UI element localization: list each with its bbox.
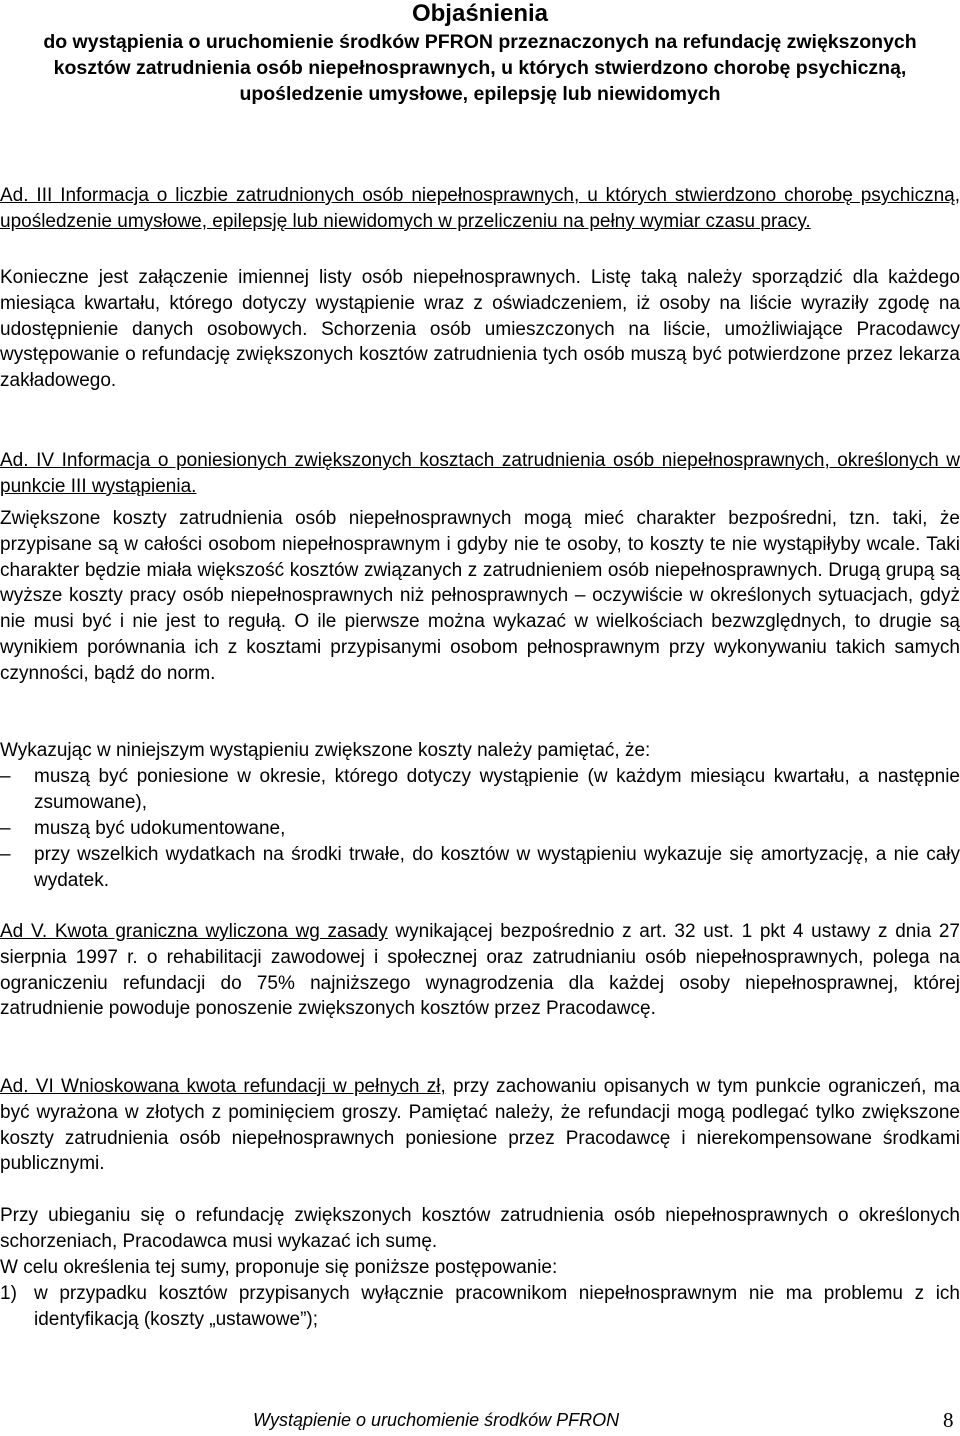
numbered-item-text: w przypadku kosztów przypisanych wyłącznie pracownikom niepełnosprawnym nie ma problemu z ich identyfikacją (koszty „ustawowe”); (34, 1283, 960, 1330)
list-item-text: muszą być udokumentowane, (34, 818, 286, 839)
page-footer (253, 1409, 953, 1431)
footer-text: Wystąpienie o uruchomienie środków PFRON (253, 1410, 620, 1430)
section-vi-paragraph-2: Przy ubieganiu się o refundację zwiększonych kosztów zatrudnienia osób niepełnosprawnych o określonych schorzeniach, Pracodawca musi wykazać ich sumę. (0, 1205, 960, 1252)
section-v-body: wynikającej bezpośrednio z art. 32 ust. 1 pkt 4 ustawy z dnia 27 sierpnia 1997 r. o rehabilitacji zawodowej i społecznej oraz zatrudnianiu osób niepełnosprawnych, polega na ograniczeniu refundacji do 75% najniższego wynagrodzenia dla każdej osoby niepełnosprawnej, której zatrudnienie powoduje ponoszenie zwiększonych kosztów przez Pracodawcę. (0, 921, 960, 1020)
numbered-marker: 1) (0, 1283, 17, 1304)
list-marker: – (0, 766, 11, 787)
section-v-heading: Ad V. Kwota graniczna wyliczona wg zasady (0, 921, 388, 942)
document-title: Objaśnienia (411, 0, 549, 27)
section-vi-heading: Ad. VI Wnioskowana kwota refundacji w pełnych zł, (0, 1076, 446, 1097)
list-item-text: muszą być poniesione w okresie, którego dotyczy wystąpienie (w każdym miesiącu kwartału, a następnie zsumowane), (34, 766, 960, 813)
section-iv-heading: Ad. IV Informacja o poniesionych zwiększonych kosztach zatrudnienia osób niepełnosprawnych, określonych w punkcie III wystąpienia. (0, 450, 960, 497)
section-vi-paragraph-3: W celu określenia tej sumy, proponuje się poniższe postępowanie: (0, 1257, 558, 1278)
list-item (0, 816, 960, 842)
list-marker: – (0, 844, 11, 865)
document-subtitle: do wystąpienia o uruchomienie środków PFRON przeznaczonych na refundację zwiększonych kosztów zatrudnienia osób niepełnosprawnych, u których stwierdzono chorobę psychiczną, upośledzenie umysłowe, epilepsję lub niewidomych (43, 31, 917, 105)
section-iii-body: Konieczne jest załączenie imiennej listy osób niepełnosprawnych. Listę taką należy sporządzić dla każdego miesiąca kwartału, którego dotyczy wystąpienie wraz z oświadczeniem, iż osoby na liście wyraziły zgodę na udostępnienie danych osobowych. Schorzenia osób umieszczonych na liście, umożliwiające Pracodawcy występowanie o refundację zwiększonych kosztów zatrudnienia tych osób muszą być potwierdzone przez lekarza zakładowego. (0, 267, 960, 392)
section-v-paragraph (0, 919, 960, 1022)
section-iv-list-intro: Wykazując w niniejszym wystąpieniu zwiększone koszty należy pamiętać, że: (0, 740, 651, 761)
section-vi-body: przy zachowaniu opisanych w tym punkcie ograniczeń, ma być wyrażona w złotych z pominięciem groszy. Pamiętać należy, że refundacji mogą podlegać tylko zwiększone koszty zatrudnienia osób niepełnosprawnych poniesione przez Pracodawcę i nierekompensowane środkami publicznymi. (0, 1076, 960, 1175)
page-number: 8 (943, 1408, 954, 1432)
numbered-item (0, 1281, 960, 1333)
list-marker: – (0, 818, 11, 839)
list-item (0, 764, 960, 816)
section-iv-body: Zwiększone koszty zatrudnienia osób niepełnosprawnych mogą mieć charakter bezpośredni, tzn. taki, że przypisane są w całości osobom niepełnosprawnym i gdyby nie te osoby, to koszty te nie wystąpiłyby wcale. Taki charakter będzie miała większość kosztów związanych z zatrudnieniem osób niepełnosprawnych. Drugą grupą są wyższe koszty pracy osób niepełnosprawnych niż pełnosprawnych – oczywiście w określonych sytuacjach, gdyż nie musi być i nie jest to regułą. O ile pierwsze można wykazać w wielkościach bezwzględnych, to drugie są wynikiem porównania ich z kosztami przypisanymi osobom pełnosprawnym przy wykonywaniu takich samych czynności, bądź do norm. (0, 508, 960, 684)
list-item-text: przy wszelkich wydatkach na środki trwałe, do kosztów w wystąpieniu wykazuje się amortyzację, a nie cały wydatek. (34, 844, 960, 891)
list-item (0, 842, 960, 894)
section-iii-heading: Ad. III Informacja o liczbie zatrudnionych osób niepełnosprawnych, u których stwierdzono chorobę psychiczną, upośledzenie umysłowe, epilepsję lub niewidomych w przeliczeniu na pełny wymiar czasu pracy. (0, 185, 960, 232)
section-vi-paragraph (0, 1074, 960, 1177)
